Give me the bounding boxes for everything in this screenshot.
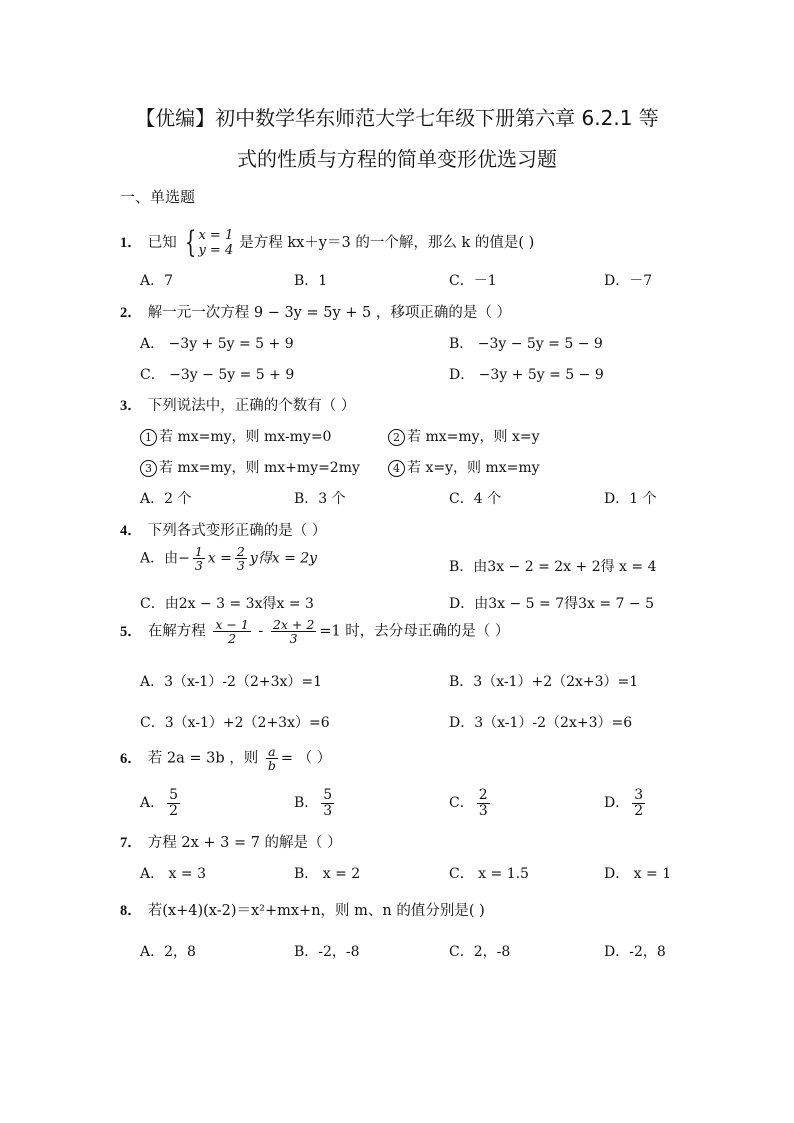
question-text: 下列说法中，正确的个数有（ ）	[147, 398, 356, 414]
option-b: B． x = 2	[294, 866, 361, 882]
denominator: 2	[228, 631, 237, 647]
statement-text: 若 x=y，则 mx=my	[407, 460, 540, 476]
statement-text: 若 mx=my，则 mx+my=2my	[159, 460, 360, 476]
question-text: 若(x+4)(x-2)＝x²+mx+n，则 m、n 的值分别是( )	[147, 903, 485, 919]
question-7	[120, 831, 342, 852]
question-text-pre: 在解方程	[147, 623, 206, 640]
numerator: 2	[236, 544, 245, 559]
brace-symbol: {	[185, 225, 197, 260]
option-c: C． −3y − 5y = 5 + 9	[140, 367, 295, 383]
option-c	[449, 788, 493, 818]
numerator: 2	[478, 787, 488, 803]
question-text-post: = （ ）	[280, 750, 332, 767]
option-c: C．由2x − 3 = 3x得x = 3	[140, 596, 314, 612]
fraction	[632, 788, 645, 818]
option-c: C． x = 1.5	[449, 866, 529, 882]
option-label: C．	[449, 795, 474, 812]
option-b: B．-2，-8	[294, 944, 360, 960]
option-c: C．4 个	[449, 491, 502, 507]
option-a: A． x = 3	[140, 866, 206, 882]
circled-number-4: 4	[388, 460, 405, 477]
minus-sign: -	[258, 623, 264, 640]
expression: x =	[207, 550, 232, 567]
option-a: A．7	[140, 273, 174, 289]
denominator: b	[267, 758, 276, 774]
question-2	[120, 301, 511, 322]
option-d: D．-2，8	[604, 944, 666, 960]
system-line-1: x = 1	[198, 228, 234, 243]
option-a: A．2，8	[140, 944, 196, 960]
fraction	[235, 545, 247, 572]
option-a: A．2 个	[140, 491, 192, 507]
question-text: 方程 2x + 3 = 7 的解是（ ）	[147, 835, 342, 851]
denominator: 2	[634, 802, 644, 819]
option-label: D．	[604, 795, 630, 812]
statement-text: 若 mx=my，则 x=y	[407, 429, 540, 445]
option-a: A．3（x-1）-2（2+3x）=1	[140, 674, 323, 690]
numerator: 2x + 2	[272, 617, 315, 632]
fraction	[213, 618, 250, 645]
circled-number-2: 2	[388, 429, 405, 446]
question-8	[120, 899, 485, 920]
question-number: 7．	[120, 835, 142, 851]
statement-3	[140, 457, 360, 477]
circled-number-1: 1	[140, 429, 157, 446]
numerator: a	[266, 745, 278, 759]
question-number: 6．	[120, 750, 142, 767]
option-b: B．由3x − 2 = 2x + 2得 x = 4	[449, 559, 657, 575]
option-b: B． −3y − 5y = 5 − 9	[449, 336, 603, 352]
question-4	[120, 519, 326, 540]
fraction	[167, 788, 180, 818]
denominator: 3	[194, 558, 203, 574]
document-title-line-2: 式的性质与方程的简单变形优选习题	[237, 147, 557, 171]
statement-2	[388, 426, 540, 446]
question-number: 4．	[120, 523, 142, 539]
question-3	[120, 394, 355, 415]
question-text: 解一元一次方程 9 − 3y = 5y + 5 ，移项正确的是（ ）	[147, 305, 511, 321]
question-text-pre: 已知	[147, 235, 177, 251]
denominator: 2	[169, 802, 179, 819]
numerator: 5	[169, 787, 179, 803]
option-b: B．1	[294, 273, 328, 289]
question-text-post: =1 时，去分母正确的是（ ）	[319, 623, 510, 640]
denominator: 3	[236, 558, 245, 574]
section-heading: 一、单选题	[120, 188, 196, 206]
question-number: 8．	[120, 903, 142, 919]
option-d: D． x = 1	[604, 866, 672, 882]
option-a: A． −3y + 5y = 5 + 9	[140, 336, 294, 352]
option-label: B．	[294, 795, 319, 812]
fraction	[266, 745, 278, 772]
question-6	[120, 745, 331, 772]
option-label: A．	[140, 795, 165, 812]
numerator: 1	[194, 544, 203, 559]
fraction	[477, 788, 490, 818]
question-number: 3．	[120, 398, 142, 414]
option-a	[140, 545, 317, 572]
option-d: D．由3x − 5 = 7得3x = 7 − 5	[449, 596, 654, 612]
numerator: 3	[634, 787, 644, 803]
option-d: D． −3y + 5y = 5 − 9	[449, 367, 604, 383]
fraction	[321, 788, 334, 818]
option-d: D．3（x-1）-2（2x+3）=6	[449, 715, 633, 731]
expression: y得x = 2y	[249, 550, 318, 567]
question-number: 2．	[120, 305, 142, 321]
option-b: B．3（x-1）+2（2x+3）=1	[449, 674, 639, 690]
option-label: A．由−	[140, 550, 190, 567]
question-number: 1．	[120, 235, 142, 251]
statement-4	[388, 457, 540, 477]
option-d	[604, 788, 648, 818]
option-c: C．2，-8	[449, 944, 511, 960]
question-text-pre: 若 2a = 3b ，则	[147, 750, 259, 767]
statement-1	[140, 426, 331, 446]
denominator: 3	[323, 802, 333, 819]
system-line-2: y = 4	[198, 243, 234, 258]
option-d: D．－7	[604, 273, 653, 289]
question-text-post: 是方程 kx＋y＝3 的一个解，那么 k 的值是( )	[239, 235, 535, 251]
numerator: x − 1	[215, 617, 249, 632]
question-1	[120, 225, 535, 260]
option-b: B．3 个	[294, 491, 346, 507]
denominator: 3	[289, 631, 298, 647]
question-5	[120, 618, 509, 645]
document-title-line-1: 【优编】初中数学华东师范大学七年级下册第六章 6.2.1 等	[135, 106, 659, 130]
option-b	[294, 788, 337, 818]
question-number: 5．	[120, 623, 142, 640]
question-text: 下列各式变形正确的是（ ）	[147, 523, 327, 539]
denominator: 3	[478, 802, 488, 819]
statement-text: 若 mx=my，则 mx-my=0	[159, 429, 332, 445]
numerator: 5	[323, 787, 333, 803]
option-c: C．3（x-1）+2（2+3x）=6	[140, 715, 330, 731]
option-c: C．－1	[449, 273, 497, 289]
option-d: D．1 个	[604, 491, 657, 507]
option-a	[140, 788, 183, 818]
fraction	[193, 545, 205, 572]
equation-system	[198, 228, 233, 258]
fraction	[271, 618, 316, 645]
circled-number-3: 3	[140, 460, 157, 477]
